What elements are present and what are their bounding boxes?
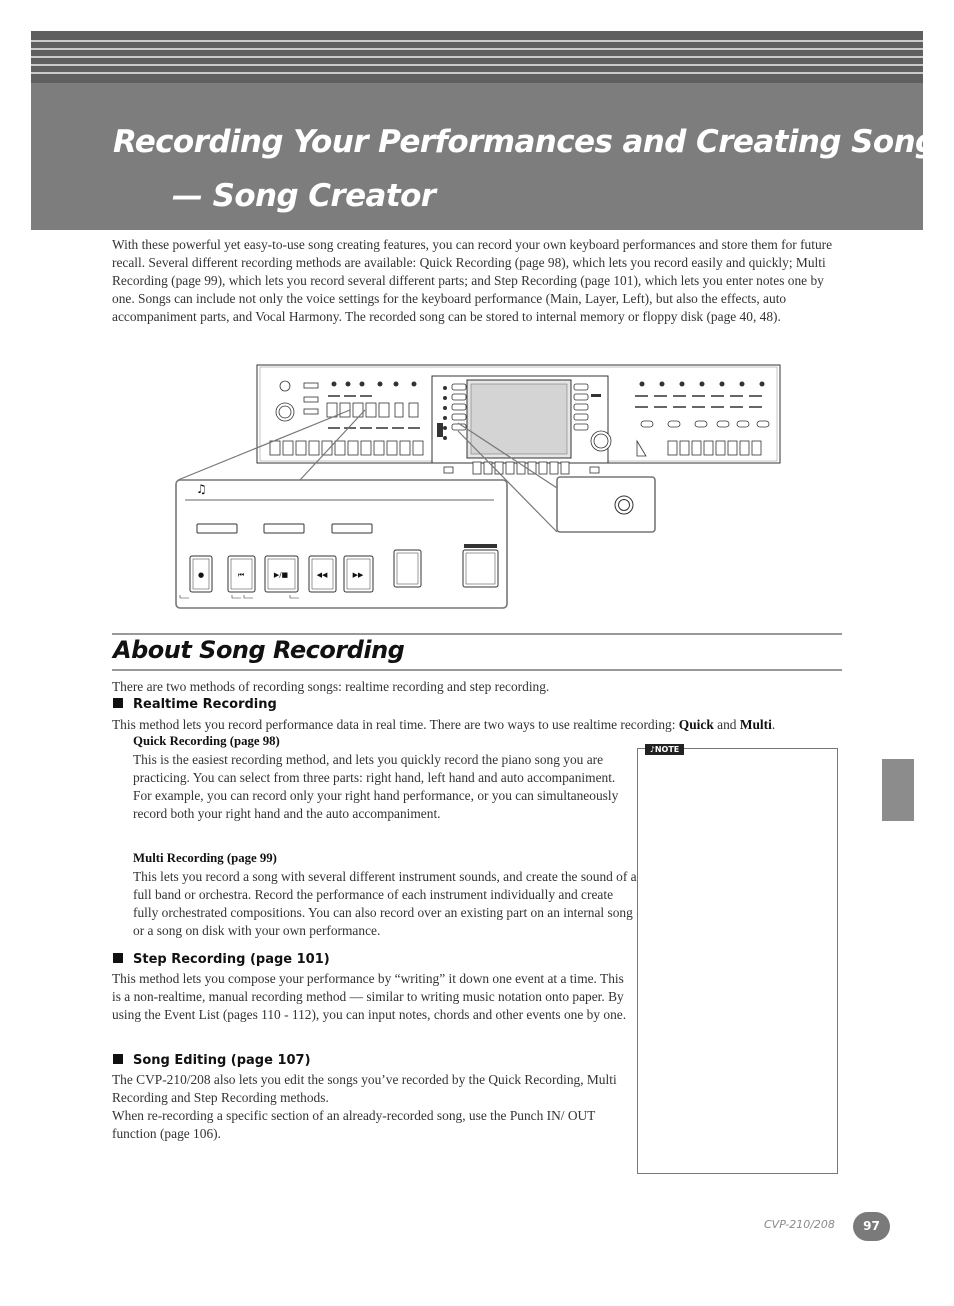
quick-recording-title: Quick Recording (page 98) [133,734,280,748]
top-icon: ⏮ [237,571,245,579]
page-title-line1: Recording Your Performances and Creating Songs [113,124,954,160]
section-lead: There are two methods of recording songs: realtime recording and step recording. [112,679,550,694]
intro-paragraph: With these powerful yet easy-to-use song creating features, you can record your own keyboard performances and store them for future recall. Several different recording methods are available: Quick Recording (page 98), which lets you record easily and quickly; Multi Recording (page 99), which lets you record several different parts; and Step Recording (page 101), which lets you enter notes one by one. Songs can include not only the voice settings for the keyboard performance (Main, Layer, Left), but also the effects, auto accompaniment parts, and Vocal Harmony. The recorded song can be stored to internal memory or floppy disk (page 40, 48). [112,237,833,324]
song-editing-text-1: The CVP-210/208 also lets you edit the songs you’ve recorded by the Quick Recording, Multi Recording and Step Recording methods. [112,1072,617,1105]
fast-forward-icon: ▶▶ [352,571,364,579]
note-icon: ♪ [649,745,655,754]
step-recording-text: This method lets you compose your performance by “writing” it down one event at a time. This is a non-realtime, manual recording method — similar to writing music notation onto paper. By using the Event List (pages 110 - 112), you can input notes, chords and other events one by one. [112,971,627,1022]
song-editing-text-2: When re-recording a specific section of an already-recorded song, use the Punch IN/ OUT function (page 106). [112,1108,596,1141]
section-heading-text: About Song Recording [113,636,405,664]
record-icon: ● [197,571,205,579]
square-bullet-icon [113,1054,123,1064]
page-number: 97 [853,1212,890,1241]
quick-recording-text: This is the easiest recording method, and lets you quickly record the piano song you are practicing. You can select from three parts: right hand, left hand and auto accompaniment. For example, you can record only your right hand performance, or you can simultaneously record both your right hand and the auto accompaniment. [133,752,619,821]
multi-recording-title: Multi Recording (page 99) [133,851,277,865]
multi-recording-text: This lets you record a song with several different instrument sounds, and create the sound of a full band or orchestra. Record the performance of each instrument individually and create fully orchestrated compositions. You can also record over an existing part on an internal song or a song on disk with your own performance. [133,869,637,938]
banner-stripes [31,31,923,83]
square-bullet-icon [113,698,123,708]
realtime-recording-heading: Realtime Recording [113,697,277,712]
play-stop-icon: ▶/■ [273,571,289,579]
realtime-description: This method lets you record performance data in real time. There are two ways to use realtime recording: Quick and Multi. [112,717,776,732]
song-editing-heading: Song Editing (page 107) [113,1053,311,1068]
note-label: ♪NOTE [645,744,684,755]
square-bullet-icon [113,953,123,963]
step-recording-heading: Step Recording (page 101) [113,952,330,967]
page-title-line2: — Song Creator [172,178,436,214]
rewind-icon: ◀◀ [316,571,328,579]
section-heading [112,633,842,671]
note-box [637,748,838,1174]
chapter-tab [882,759,914,821]
model-name: CVP-210/208 [764,1218,835,1231]
song-note-icon: ♫ [196,482,207,496]
